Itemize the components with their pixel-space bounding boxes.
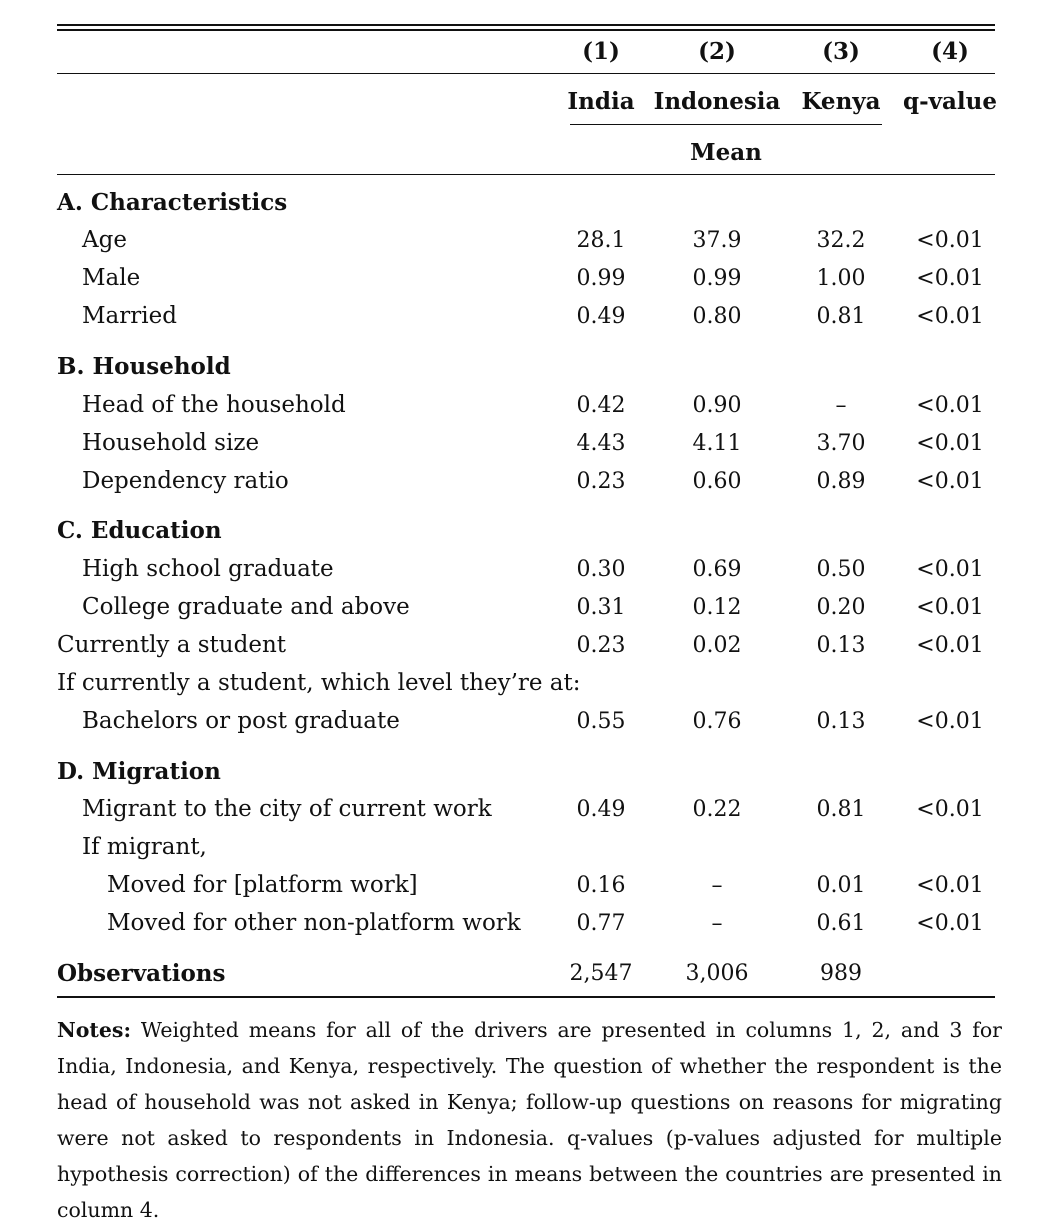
cell-indonesia: 0.60: [692, 469, 742, 494]
col-number-1: (1): [582, 38, 620, 65]
header-rule-1: [57, 73, 995, 74]
span-label-mean: Mean: [690, 139, 762, 166]
cell-indonesia: –: [711, 873, 723, 898]
row-label: College graduate and above: [82, 594, 410, 620]
cell-kenya: 0.13: [816, 709, 866, 734]
cell-q-value: <0.01: [916, 911, 984, 936]
observations-india: 2,547: [569, 961, 633, 986]
row-label: Currently a student: [57, 632, 287, 658]
cell-india: 0.30: [576, 557, 626, 582]
cell-indonesia: 0.99: [692, 266, 742, 291]
row-label: Migrant to the city of current work: [82, 796, 492, 822]
cell-india: 0.99: [576, 266, 626, 291]
cell-indonesia: 0.90: [692, 393, 742, 418]
cell-india: 0.31: [576, 595, 626, 620]
row-label: If migrant,: [82, 834, 207, 860]
cell-india: 0.49: [576, 797, 626, 822]
row-label: High school graduate: [82, 556, 334, 582]
cell-indonesia: 4.11: [692, 431, 742, 456]
cell-q-value: <0.01: [916, 709, 984, 734]
cell-indonesia: 0.76: [692, 709, 742, 734]
cell-kenya: 32.2: [816, 228, 866, 253]
col-number-4: (4): [931, 38, 969, 65]
cell-q-value: <0.01: [916, 393, 984, 418]
cell-q-value: <0.01: [916, 557, 984, 582]
observations-label: Observations: [57, 960, 226, 987]
cell-india: 0.77: [576, 911, 626, 936]
cell-q-value: <0.01: [916, 431, 984, 456]
cell-kenya: 0.50: [816, 557, 866, 582]
row-label: Male: [82, 265, 141, 291]
cell-q-value: <0.01: [916, 595, 984, 620]
cell-kenya: 3.70: [816, 431, 866, 456]
section-title-migration: D. Migration: [57, 758, 221, 785]
cell-kenya: 0.81: [816, 304, 866, 329]
notes-text: Weighted means for all of the drivers are presented in columns 1, 2, and 3 for India, Indonesia, and Kenya, respectively. The question of whether the respondent is the head of household was not asked in Kenya; follow-up questions on reasons for migrating were not asked to respondents in Indonesia. q-values (p-values adjusted for multiple hypothesis correction) of the differences in means between the countries are presented in column 4.: [57, 1018, 1002, 1222]
row-label: Age: [82, 227, 127, 253]
table-notes: [57, 1012, 1002, 1228]
cell-kenya: 1.00: [816, 266, 866, 291]
cell-india: 0.42: [576, 393, 626, 418]
col-name-indonesia: Indonesia: [653, 88, 781, 115]
cell-india: 0.49: [576, 304, 626, 329]
cell-indonesia: 0.22: [692, 797, 742, 822]
row-label: Head of the household: [82, 392, 346, 418]
cell-kenya: 0.20: [816, 595, 866, 620]
row-label: If currently a student, which level they’re at:: [57, 670, 581, 696]
cell-kenya: 0.13: [816, 633, 866, 658]
cell-q-value: <0.01: [916, 304, 984, 329]
row-label: Moved for [platform work]: [107, 872, 418, 898]
cell-kenya: 0.89: [816, 469, 866, 494]
cell-kenya: –: [835, 393, 847, 418]
cell-q-value: <0.01: [916, 873, 984, 898]
section-title-household: B. Household: [57, 353, 231, 380]
cell-indonesia: 37.9: [692, 228, 742, 253]
col-number-2: (2): [698, 38, 736, 65]
cell-india: 4.43: [576, 431, 626, 456]
cell-indonesia: 0.69: [692, 557, 742, 582]
cell-kenya: 0.81: [816, 797, 866, 822]
cell-indonesia: 0.12: [692, 595, 742, 620]
cell-india: 0.23: [576, 633, 626, 658]
cell-q-value: <0.01: [916, 797, 984, 822]
cell-q-value: <0.01: [916, 469, 984, 494]
col-name-q-value: q-value: [903, 88, 997, 115]
cell-india: 0.23: [576, 469, 626, 494]
cell-india: 0.16: [576, 873, 626, 898]
top-rule-2: [57, 29, 995, 31]
header-rule-2: [57, 174, 995, 175]
cell-india: 0.55: [576, 709, 626, 734]
cell-india: 28.1: [576, 228, 626, 253]
row-label: Married: [82, 303, 177, 329]
section-title-education: C. Education: [57, 517, 222, 544]
bottom-rule: [57, 996, 995, 998]
observations-indonesia: 3,006: [685, 961, 749, 986]
cell-kenya: 0.61: [816, 911, 866, 936]
cell-q-value: <0.01: [916, 266, 984, 291]
row-label: Dependency ratio: [82, 468, 289, 494]
col-name-india: India: [567, 88, 635, 115]
row-label: Bachelors or post graduate: [82, 708, 400, 734]
cell-indonesia: 0.80: [692, 304, 742, 329]
row-label: Household size: [82, 430, 260, 456]
col-name-kenya: Kenya: [801, 88, 881, 115]
span-rule: [570, 124, 882, 125]
top-rule: [57, 24, 995, 26]
row-label: Moved for other non-platform work: [107, 910, 521, 936]
observations-kenya: 989: [820, 961, 862, 986]
cell-q-value: <0.01: [916, 228, 984, 253]
section-title-characteristics: A. Characteristics: [57, 189, 288, 216]
cell-indonesia: –: [711, 911, 723, 936]
notes-label: Notes:: [57, 1018, 132, 1042]
cell-q-value: <0.01: [916, 633, 984, 658]
cell-indonesia: 0.02: [692, 633, 742, 658]
cell-kenya: 0.01: [816, 873, 866, 898]
col-number-3: (3): [822, 38, 860, 65]
